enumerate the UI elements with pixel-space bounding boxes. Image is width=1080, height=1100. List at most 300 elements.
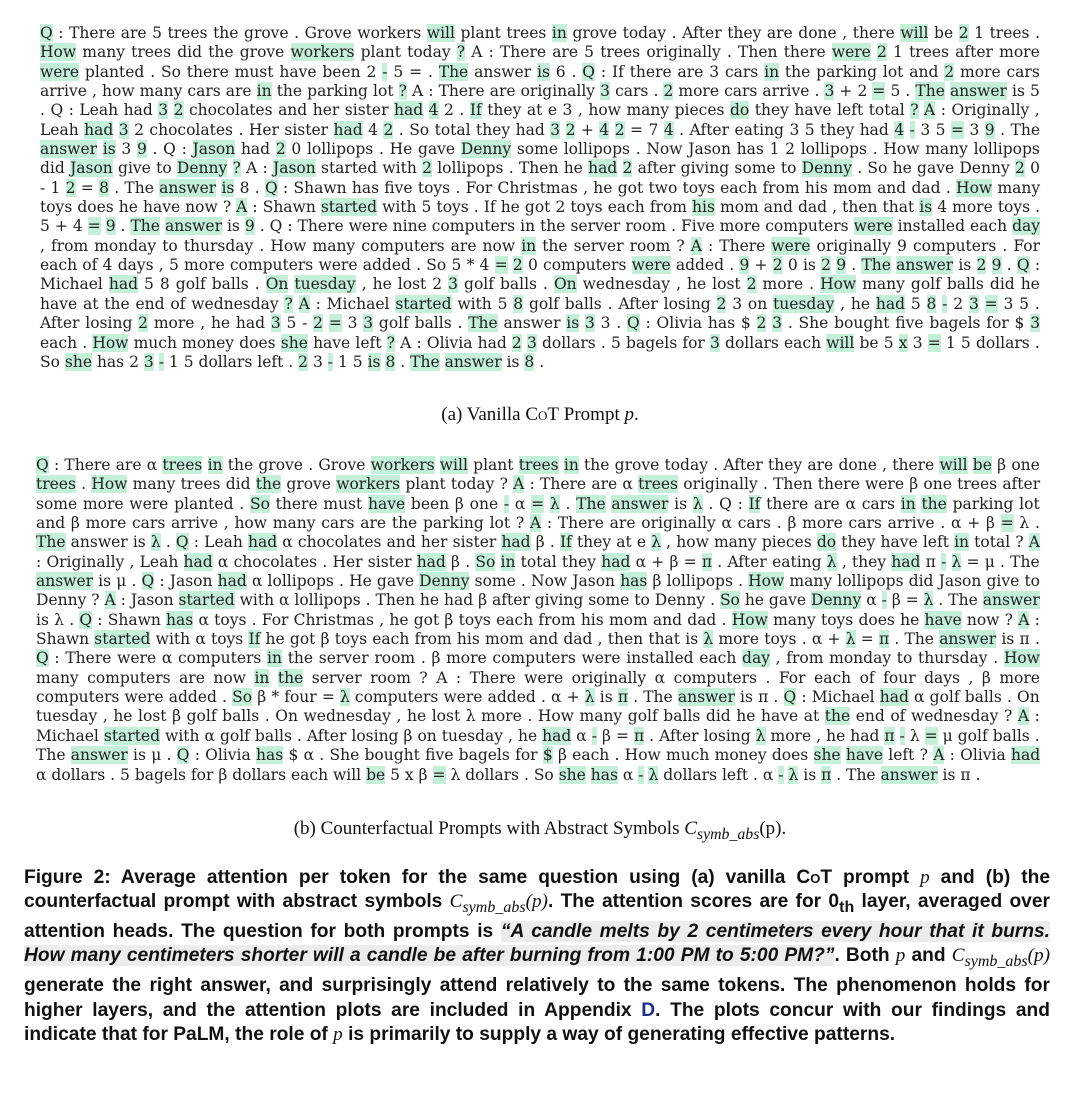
attention-panel-abstract-symbols <box>36 456 1040 785</box>
token: five <box>384 178 413 197</box>
token: answer <box>159 178 217 197</box>
token: ? <box>1004 610 1013 629</box>
token: balls <box>222 707 260 726</box>
token: the <box>227 456 254 474</box>
token: . <box>565 494 571 513</box>
token: golf <box>910 275 941 294</box>
token: he <box>593 178 613 197</box>
token: did <box>705 707 731 726</box>
token: How <box>956 178 993 197</box>
token: : <box>159 572 165 591</box>
token: , <box>666 533 672 552</box>
token: 0 <box>291 140 302 159</box>
token: . <box>905 82 911 101</box>
token: has <box>707 314 736 333</box>
token: 1 <box>769 140 780 159</box>
token: . <box>809 275 815 294</box>
token: - <box>778 765 784 784</box>
token: trees <box>36 475 76 494</box>
token: are <box>766 24 793 42</box>
token: 2 <box>1014 159 1025 178</box>
token: The <box>36 746 66 765</box>
token: * <box>466 256 475 275</box>
token: 5 <box>451 256 462 275</box>
token: : <box>287 217 293 236</box>
token: Olivia <box>960 746 1006 765</box>
token: 5 <box>168 256 179 275</box>
token: π <box>617 688 628 707</box>
token: α <box>866 591 877 610</box>
token: - <box>941 552 947 571</box>
token: cars <box>187 82 221 101</box>
token: done <box>798 24 837 42</box>
token: total <box>434 120 471 139</box>
token: ? <box>419 668 428 687</box>
token: λ <box>755 726 766 745</box>
token: . <box>894 630 900 649</box>
token: 2 <box>432 275 443 294</box>
token: ? <box>91 591 100 610</box>
token: ? <box>284 294 293 313</box>
token: Michael <box>36 726 99 745</box>
token: tuesday <box>36 707 98 726</box>
token: were <box>864 475 905 494</box>
token: more <box>802 514 843 533</box>
token: grove <box>286 475 331 494</box>
token: Leah <box>204 533 243 552</box>
token: gave <box>376 572 414 591</box>
token: 4 <box>72 217 83 236</box>
token: there <box>892 456 935 474</box>
token: 3 <box>710 333 720 352</box>
token: dollars <box>725 333 779 352</box>
token: he <box>850 294 871 313</box>
token: 2 <box>622 159 633 178</box>
token: in <box>551 24 567 42</box>
token: A <box>400 333 412 352</box>
token: he <box>118 198 138 217</box>
token: + <box>651 552 665 571</box>
token: in <box>254 668 270 687</box>
token: bagels <box>929 314 981 333</box>
token: to <box>634 591 650 610</box>
token: . <box>338 572 344 591</box>
token: - <box>881 591 887 610</box>
token: 5 <box>611 333 621 352</box>
token: The <box>1010 120 1040 139</box>
token: balls <box>254 726 292 745</box>
token: have <box>760 707 799 726</box>
token: After <box>40 314 80 333</box>
token: A <box>436 668 448 687</box>
token: balls <box>964 688 1002 707</box>
token: has <box>590 765 618 784</box>
token: 2 <box>756 314 767 333</box>
token: 3 <box>732 294 743 313</box>
token: 6 <box>555 62 566 81</box>
token: trees <box>989 24 1030 42</box>
token: There <box>64 456 111 474</box>
subcaption-b-arg: (p) <box>759 818 782 839</box>
token: α <box>161 649 173 668</box>
token: trees <box>518 456 559 474</box>
token: π <box>884 726 895 745</box>
token: 9 <box>244 217 255 236</box>
token: , <box>816 726 822 745</box>
token: lot <box>1019 494 1040 513</box>
token: Denny <box>810 591 862 610</box>
token: Olivia <box>205 746 251 765</box>
token: more <box>719 217 761 236</box>
token: 3 <box>550 120 561 139</box>
token: The <box>1010 552 1040 571</box>
token: . <box>308 456 314 474</box>
token: each <box>496 610 534 629</box>
token: had <box>240 140 271 159</box>
token: he <box>826 726 846 745</box>
token: β <box>478 591 488 610</box>
token: So <box>40 352 60 371</box>
subcaption-b-sub: symb_abs <box>696 825 760 843</box>
token: answer <box>949 82 1007 101</box>
token: β <box>787 514 797 533</box>
token: to <box>780 159 797 178</box>
token: total <box>974 533 1011 552</box>
token: is <box>740 688 753 707</box>
token: has <box>166 610 194 629</box>
token: Jason <box>273 159 316 178</box>
token: ? <box>456 43 466 62</box>
token: five <box>895 314 924 333</box>
token: his <box>692 198 715 217</box>
token: lollipops <box>563 140 631 159</box>
token: be <box>934 24 954 42</box>
token: 3 <box>969 120 980 139</box>
token: Q <box>79 610 93 629</box>
token: = <box>984 294 998 313</box>
token: 9 <box>984 120 995 139</box>
token: had <box>1010 746 1041 765</box>
token: toys <box>764 630 797 649</box>
fig-caption-math: C <box>449 891 463 913</box>
token: were <box>581 649 621 668</box>
token: will <box>939 456 968 474</box>
token: . <box>1034 333 1040 352</box>
token: . <box>616 314 622 333</box>
token: her <box>420 533 448 552</box>
token: mom <box>720 198 759 217</box>
token: today <box>622 24 667 42</box>
token: many <box>789 572 833 591</box>
token: . <box>765 668 771 687</box>
token: . <box>416 256 422 275</box>
token: . <box>539 352 545 371</box>
token: 8 <box>513 294 524 313</box>
token: β <box>431 649 441 668</box>
token: and <box>386 533 416 552</box>
token: , <box>1034 101 1040 120</box>
token: trees <box>180 475 221 494</box>
token: are <box>115 456 142 474</box>
token: she <box>280 333 308 352</box>
token: = <box>951 120 964 139</box>
token: added <box>675 256 725 275</box>
token: have <box>794 101 832 120</box>
token: more <box>718 630 760 649</box>
token: more <box>960 62 1001 81</box>
token: β <box>418 765 428 784</box>
token: . <box>254 275 260 294</box>
token: more <box>762 275 804 294</box>
token: 3 <box>968 294 979 313</box>
token: 3 <box>312 352 323 371</box>
token: μ <box>942 726 953 745</box>
token: wednesday <box>191 294 279 313</box>
fig-caption-math: (p) <box>1027 945 1050 967</box>
token: thursday <box>918 649 988 668</box>
appendix-link[interactable]: D <box>641 999 656 1021</box>
token: lollipops <box>294 591 361 610</box>
token: each <box>290 765 329 784</box>
token: in <box>207 456 223 474</box>
token: = <box>432 765 446 784</box>
token: 9 <box>991 256 1002 275</box>
token: α <box>251 572 263 591</box>
token: they <box>768 456 803 474</box>
token: Then <box>518 159 559 178</box>
token: computers <box>673 668 757 687</box>
token: got <box>617 178 644 197</box>
token: For <box>261 610 289 629</box>
token: for <box>682 333 705 352</box>
token: cars <box>132 514 166 533</box>
token: tuesday <box>294 275 356 294</box>
token: Jason <box>572 572 616 591</box>
token: : <box>546 514 553 533</box>
token: workers <box>357 24 422 42</box>
subcaption-b-math: C <box>684 818 697 839</box>
token: had <box>183 552 213 571</box>
token: = <box>494 256 508 275</box>
token: had <box>515 120 545 139</box>
token: 3 <box>143 352 154 371</box>
fig-caption-text: Figure 2: Average attention per token for the same question using (a) vanilla C <box>24 867 811 888</box>
token: ? <box>386 333 395 352</box>
token: more <box>446 649 487 668</box>
token: 5 <box>352 352 363 371</box>
token: arrive <box>171 514 218 533</box>
token: with <box>165 726 200 745</box>
token: 2 <box>716 294 727 313</box>
token: π <box>633 726 645 745</box>
token: . <box>473 198 479 217</box>
token: α <box>654 668 666 687</box>
token: for <box>190 765 214 784</box>
token: some <box>734 159 776 178</box>
token: For <box>1013 236 1041 255</box>
token: α <box>551 688 562 707</box>
token: bought <box>364 746 420 765</box>
token: - <box>909 120 915 139</box>
token: , <box>775 649 781 668</box>
token: had <box>588 159 618 178</box>
token: each <box>40 333 78 352</box>
token: How <box>883 140 920 159</box>
token: 3 <box>824 82 835 101</box>
token: 2 <box>134 120 144 139</box>
token: is <box>674 494 688 513</box>
token: after <box>637 159 676 178</box>
token: total <box>868 101 905 120</box>
token: done <box>838 456 877 474</box>
token: : <box>181 140 187 159</box>
token: pieces <box>761 533 812 552</box>
token: more <box>999 43 1040 62</box>
token: chocolates <box>189 101 273 120</box>
token: Jason <box>169 572 213 591</box>
token: 0 <box>787 256 798 275</box>
token: . <box>993 649 999 668</box>
token: , <box>882 456 888 474</box>
token: dollars <box>232 765 287 784</box>
token: lollipops <box>267 572 334 591</box>
token: There <box>438 82 485 101</box>
token: parking <box>307 82 368 101</box>
token: answer <box>40 140 98 159</box>
token: have <box>279 62 317 81</box>
token: λ <box>692 494 703 513</box>
token: . <box>259 236 265 255</box>
token: lollipops <box>800 140 868 159</box>
token: Her <box>248 120 279 139</box>
token: Leah <box>40 120 79 139</box>
token: day <box>1012 217 1040 236</box>
token: β <box>557 746 567 765</box>
token: originally <box>683 475 758 494</box>
token: A <box>529 514 542 533</box>
token: 4 <box>937 198 948 217</box>
token: more <box>85 514 127 533</box>
fig-caption-text: . The plots concur with our findings and indicate that for PaLM, the role of <box>24 999 1050 1045</box>
token: 2 <box>976 256 987 275</box>
token: 5 <box>497 294 508 313</box>
token: π <box>960 765 971 784</box>
token: toys <box>417 178 451 197</box>
token: are <box>807 456 834 474</box>
token: The <box>576 494 606 513</box>
token: μ <box>984 552 995 571</box>
token: end <box>855 707 885 726</box>
token: : <box>801 688 807 707</box>
token: * <box>271 688 280 707</box>
token: . <box>679 120 685 139</box>
token: for <box>986 314 1009 333</box>
token: trees <box>167 24 208 42</box>
token: had <box>501 533 531 552</box>
token: trees <box>638 475 679 494</box>
token: some <box>474 572 516 591</box>
token: $ <box>542 746 553 765</box>
token: 5 <box>890 82 901 101</box>
token: arrive <box>762 82 810 101</box>
token: - <box>158 352 164 371</box>
subcaption-a-math: p <box>624 404 634 425</box>
token: the <box>542 236 568 255</box>
token: α <box>204 726 215 745</box>
token: server <box>570 217 621 236</box>
token: : <box>416 333 422 352</box>
token: 3 <box>772 314 783 333</box>
token: 3 <box>121 140 132 159</box>
token: e <box>636 533 647 552</box>
token: 3 <box>526 333 537 352</box>
token: sister <box>284 120 329 139</box>
token: left <box>888 746 915 765</box>
token: he <box>744 591 764 610</box>
token: four <box>883 668 916 687</box>
token: giving <box>534 591 584 610</box>
token: = <box>924 726 938 745</box>
token: balls <box>414 314 452 333</box>
token: . <box>710 591 715 610</box>
token: there <box>629 62 672 81</box>
token: is <box>803 765 817 784</box>
token: 9 <box>739 256 750 275</box>
token: Olivia <box>656 314 703 333</box>
token: had <box>108 275 139 294</box>
token: A <box>1028 533 1040 552</box>
token: were <box>631 256 671 275</box>
token: cars <box>321 514 355 533</box>
token: were <box>40 62 80 81</box>
token: There <box>499 43 547 62</box>
token: , <box>841 552 847 571</box>
token: be <box>366 765 386 784</box>
fig-caption-text: is primarily to supply a way of generating effective patterns. <box>342 1023 896 1045</box>
token: Denny <box>959 159 1010 178</box>
token: balls <box>499 275 538 294</box>
token: If <box>469 101 482 120</box>
subcaption-a <box>0 404 1080 426</box>
token: did <box>989 275 1015 294</box>
token: How <box>92 333 129 352</box>
token: Denny <box>801 159 852 178</box>
fig-caption-math: p <box>333 1023 343 1045</box>
token: computers <box>87 668 171 687</box>
token: ? <box>910 101 919 120</box>
token: e <box>547 101 558 120</box>
token: in <box>500 552 516 571</box>
subcaption-a-smallcaps: oT <box>538 404 560 425</box>
token: β <box>981 668 991 687</box>
token: there <box>852 24 895 42</box>
token: and <box>877 178 907 197</box>
token: Jason <box>130 591 174 610</box>
token: . <box>726 43 732 62</box>
token: 5 <box>286 314 297 333</box>
token: how <box>676 533 709 552</box>
token: cars <box>724 62 759 81</box>
token: λ <box>648 765 659 784</box>
token: is <box>102 140 116 159</box>
token: : <box>940 101 946 120</box>
token: λ <box>788 765 799 784</box>
token: 2 <box>129 352 139 371</box>
token: 2 <box>138 314 149 333</box>
token: The <box>410 352 440 371</box>
token: A <box>924 101 936 120</box>
token: server <box>311 668 362 687</box>
